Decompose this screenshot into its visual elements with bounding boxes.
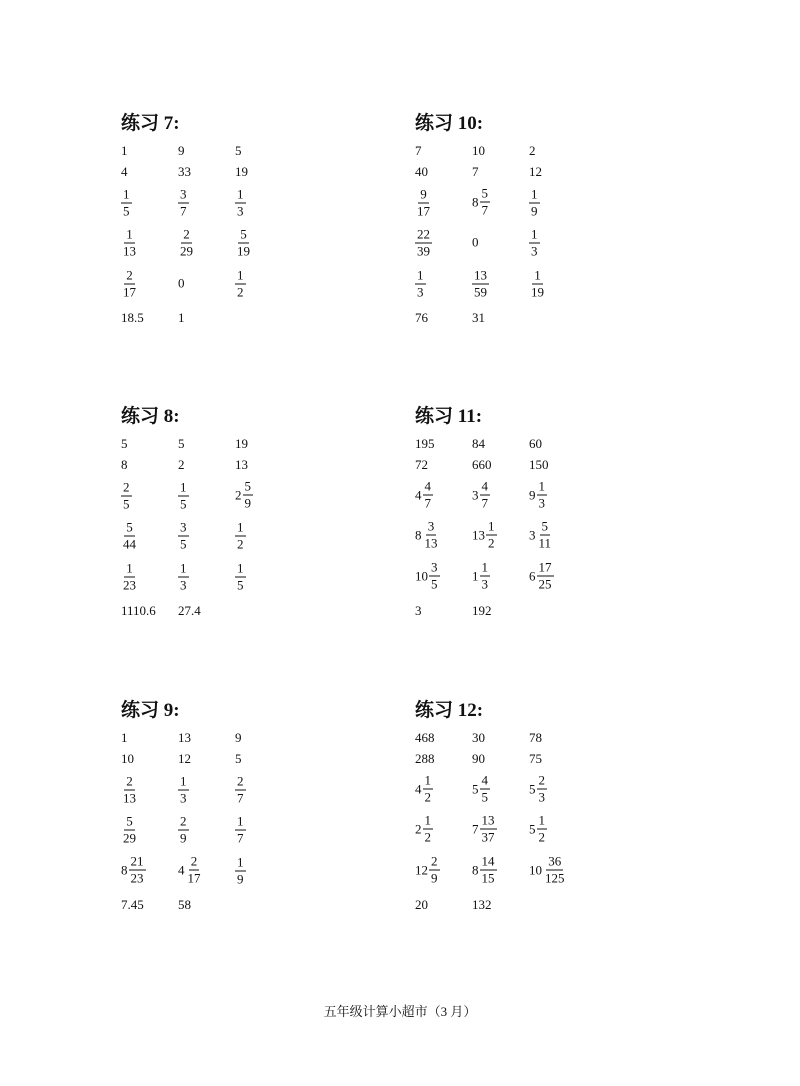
numerator: 36 [548, 853, 562, 869]
answer-cell [472, 185, 490, 233]
denominator: 5 [180, 536, 187, 552]
answer-cell: 4 [121, 164, 128, 179]
fraction [537, 561, 554, 592]
answer-cell: 10 [121, 751, 134, 766]
numerator: 2 [190, 853, 198, 869]
denominator: 13 [424, 535, 438, 551]
denominator: 17 [417, 203, 430, 219]
fraction [429, 855, 440, 886]
whole-number: 5 [529, 821, 536, 837]
denominator: 125 [545, 870, 565, 886]
numerator: 5 [481, 185, 488, 201]
denominator: 15 [481, 870, 495, 886]
fraction [537, 480, 548, 511]
denominator: 3 [481, 576, 488, 592]
numerator: 2 [180, 813, 187, 829]
numerator: 1 [126, 560, 133, 576]
whole-number: 4 [415, 487, 422, 503]
fraction [529, 188, 540, 219]
fraction [480, 814, 497, 845]
fraction [121, 775, 138, 806]
whole-number: 3 [529, 527, 536, 543]
fraction [423, 814, 434, 845]
numerator: 1 [531, 186, 538, 202]
fraction [235, 269, 246, 300]
numerator: 3 [427, 518, 435, 534]
whole-number: 8 [472, 194, 479, 210]
denominator: 3 [538, 789, 545, 805]
denominator: 7 [237, 790, 244, 806]
answer-cell [529, 267, 546, 315]
fraction [121, 269, 138, 300]
numerator: 3 [180, 519, 187, 535]
denominator: 5 [237, 577, 244, 593]
fraction [121, 188, 132, 219]
fraction [529, 228, 540, 259]
numerator: 14 [481, 853, 495, 869]
answer-cell: 5 [121, 436, 128, 451]
numerator: 1 [538, 812, 545, 828]
numerator: 1 [531, 226, 538, 242]
fraction [480, 480, 491, 511]
whole-number: 10 [415, 568, 428, 584]
denominator: 2 [538, 829, 545, 845]
answer-cell: 1 [121, 143, 128, 158]
denominator: 19 [531, 284, 544, 300]
answer-cell: 5 [235, 143, 242, 158]
numerator: 1 [126, 226, 133, 242]
answer-cell: 660 [472, 457, 492, 472]
fraction [121, 521, 138, 552]
numerator: 3 [180, 186, 187, 202]
answer-cell: 0 [178, 275, 185, 291]
denominator: 7 [481, 202, 488, 218]
answer-cell: 84 [472, 436, 485, 451]
fraction [178, 228, 195, 259]
denominator: 3 [180, 577, 187, 593]
fraction [235, 856, 246, 887]
numerator: 1 [538, 478, 545, 494]
denominator: 37 [481, 829, 495, 845]
fraction [480, 774, 491, 805]
fraction [537, 520, 554, 551]
whole-number: 5 [472, 781, 479, 797]
denominator: 5 [123, 496, 130, 512]
numerator: 4 [481, 772, 488, 788]
numerator: 2 [126, 267, 133, 283]
denominator: 2 [488, 535, 495, 551]
fraction [178, 562, 189, 593]
section-title: 练习 10: [415, 113, 484, 134]
answer-cell [235, 560, 246, 608]
fraction [415, 228, 432, 259]
numerator: 1 [180, 479, 187, 495]
denominator: 2 [424, 789, 431, 805]
answer-cell: 27.4 [178, 603, 201, 618]
denominator: 23 [123, 577, 136, 593]
numerator: 1 [237, 854, 244, 870]
fraction [235, 228, 252, 259]
numerator: 3 [431, 559, 438, 575]
answer-cell: 1 [121, 730, 128, 745]
numerator: 5 [126, 813, 133, 829]
fraction [235, 775, 246, 806]
denominator: 9 [244, 495, 251, 511]
fraction [243, 480, 254, 511]
numerator: 1 [237, 519, 244, 535]
fraction [543, 855, 567, 886]
numerator: 4 [424, 478, 431, 494]
whole-number: 10 [529, 862, 542, 878]
denominator: 29 [123, 830, 136, 846]
answer-cell: 7 [415, 143, 422, 158]
denominator: 23 [130, 870, 144, 886]
answer-cell: 78 [529, 730, 542, 745]
whole-number: 9 [529, 487, 536, 503]
answer-cell: 30 [472, 730, 485, 745]
fraction [121, 815, 138, 846]
denominator: 11 [538, 535, 552, 551]
numerator: 2 [183, 226, 190, 242]
fraction [486, 520, 497, 551]
numerator: 21 [130, 853, 144, 869]
answer-cell: 9 [178, 143, 185, 158]
fraction [415, 269, 426, 300]
denominator: 13 [123, 790, 136, 806]
fraction [480, 187, 491, 218]
fraction [423, 774, 434, 805]
numerator: 5 [240, 226, 247, 242]
numerator: 1 [424, 812, 431, 828]
answer-cell: 468 [415, 730, 435, 745]
answer-cell [529, 559, 554, 607]
answer-cell: 2 [529, 143, 536, 158]
fraction [537, 814, 548, 845]
answer-cell: 90 [472, 751, 485, 766]
fraction [529, 269, 546, 300]
fraction [121, 481, 132, 512]
answer-cell [178, 226, 195, 274]
denominator: 9 [237, 871, 244, 887]
section-title: 练习 11: [415, 406, 483, 427]
answer-cell: 1 [178, 310, 185, 325]
denominator: 5 [431, 576, 438, 592]
answer-cell: 40 [415, 164, 428, 179]
denominator: 3 [538, 495, 545, 511]
answer-cell: 7.45 [121, 897, 144, 912]
denominator: 2 [237, 536, 244, 552]
fraction [415, 188, 432, 219]
fraction [178, 815, 189, 846]
denominator: 17 [123, 284, 136, 300]
fraction [121, 228, 138, 259]
answer-cell: 2 [178, 457, 185, 472]
answer-cell: 31 [472, 310, 485, 325]
denominator: 3 [237, 203, 244, 219]
numerator: 1 [123, 186, 130, 202]
answer-cell: 7 [472, 164, 479, 179]
fraction [423, 480, 434, 511]
fraction [129, 855, 146, 886]
answer-cell: 13 [178, 730, 191, 745]
fraction [121, 562, 138, 593]
answer-cell: 60 [529, 436, 542, 451]
answer-cell: 5 [235, 751, 242, 766]
whole-number: 12 [415, 862, 428, 878]
denominator: 25 [538, 576, 552, 592]
answer-cell: 33 [178, 164, 191, 179]
fraction [178, 481, 189, 512]
whole-number: 8 [121, 862, 128, 878]
numerator: 2 [431, 853, 438, 869]
numerator: 1 [488, 518, 495, 534]
numerator: 2 [123, 479, 130, 495]
fraction [235, 562, 246, 593]
numerator: 2 [237, 773, 244, 789]
denominator: 29 [180, 243, 193, 259]
denominator: 7 [481, 495, 488, 511]
numerator: 1 [237, 267, 244, 283]
denominator: 19 [237, 243, 250, 259]
numerator: 1 [417, 267, 424, 283]
denominator: 17 [187, 870, 201, 886]
answer-cell [235, 267, 246, 315]
answer-cell: 3 [415, 603, 422, 618]
numerator: 1 [237, 186, 244, 202]
fraction [429, 561, 440, 592]
denominator: 5 [481, 789, 488, 805]
numerator: 22 [417, 226, 430, 242]
answer-cell: 58 [178, 897, 191, 912]
answer-cell: 75 [529, 751, 542, 766]
answer-cell: 13 [235, 457, 248, 472]
numerator: 13 [481, 812, 495, 828]
numerator: 2 [126, 773, 133, 789]
numerator: 5 [541, 518, 549, 534]
answer-cell: 8 [121, 457, 128, 472]
section-title: 练习 12: [415, 700, 484, 721]
whole-number: 1 [472, 568, 479, 584]
answer-cell: 18.5 [121, 310, 144, 325]
fraction [186, 855, 203, 886]
answer-cell [529, 853, 567, 901]
whole-number: 5 [529, 781, 536, 797]
answer-cell: 19 [235, 164, 248, 179]
answer-cell: 150 [529, 457, 549, 472]
numerator: 1 [180, 773, 187, 789]
denominator: 44 [123, 536, 136, 552]
answer-cell: 20 [415, 897, 428, 912]
answer-cell: 12 [529, 164, 542, 179]
page-footer: 五年级计算小超市（3 月） [323, 1004, 477, 1019]
whole-number: 3 [472, 487, 479, 503]
whole-number: 7 [472, 821, 479, 837]
fraction [480, 855, 497, 886]
denominator: 7 [424, 495, 431, 511]
answer-cell [235, 854, 246, 902]
whole-number: 2 [235, 487, 242, 503]
numerator: 1 [424, 772, 431, 788]
answer-cell: 195 [415, 436, 435, 451]
fraction [472, 269, 489, 300]
denominator: 5 [180, 496, 187, 512]
fraction [178, 188, 189, 219]
answer-cell: 76 [415, 310, 428, 325]
numerator: 2 [538, 772, 545, 788]
answer-cell: 19 [235, 436, 248, 451]
denominator: 13 [123, 243, 136, 259]
section-title: 练习 7: [121, 113, 180, 134]
denominator: 9 [431, 870, 438, 886]
section-title: 练习 9: [121, 700, 180, 721]
numerator: 1 [237, 813, 244, 829]
fraction [178, 521, 189, 552]
denominator: 59 [474, 284, 487, 300]
denominator: 9 [531, 203, 538, 219]
denominator: 9 [180, 830, 187, 846]
answer-cell: 12 [178, 751, 191, 766]
answer-cell: 288 [415, 751, 435, 766]
answer-cell: 0 [472, 234, 479, 250]
denominator: 5 [123, 203, 130, 219]
fraction [235, 815, 246, 846]
denominator: 2 [424, 829, 431, 845]
answer-cell: 10 [472, 143, 485, 158]
numerator: 9 [420, 186, 427, 202]
whole-number: 8 [472, 862, 479, 878]
fraction [235, 521, 246, 552]
answer-cell: 5 [178, 436, 185, 451]
whole-number: 4 [415, 781, 422, 797]
answer-cell: 9 [235, 730, 242, 745]
whole-number: 2 [415, 821, 422, 837]
fraction [178, 775, 189, 806]
answer-cell: 1110.6 [121, 603, 156, 618]
denominator: 39 [417, 243, 430, 259]
fraction [480, 561, 491, 592]
answer-cell: 192 [472, 603, 492, 618]
numerator: 13 [474, 267, 487, 283]
numerator: 1 [534, 267, 541, 283]
denominator: 7 [237, 830, 244, 846]
numerator: 1 [481, 559, 488, 575]
numerator: 5 [244, 478, 251, 494]
numerator: 1 [237, 560, 244, 576]
fraction [423, 520, 440, 551]
denominator: 3 [417, 284, 424, 300]
denominator: 3 [531, 243, 538, 259]
whole-number: 6 [529, 568, 536, 584]
denominator: 2 [237, 284, 244, 300]
fraction [235, 188, 246, 219]
denominator: 7 [180, 203, 187, 219]
whole-number: 13 [472, 527, 485, 543]
whole-number: 4 [178, 862, 185, 878]
answer-cell: 132 [472, 897, 492, 912]
answer-cell: 72 [415, 457, 428, 472]
numerator: 1 [180, 560, 187, 576]
denominator: 3 [180, 790, 187, 806]
numerator: 4 [481, 478, 488, 494]
numerator: 17 [538, 559, 552, 575]
whole-number: 8 [415, 527, 422, 543]
fraction [537, 774, 548, 805]
numerator: 5 [126, 519, 133, 535]
section-title: 练习 8: [121, 406, 180, 427]
